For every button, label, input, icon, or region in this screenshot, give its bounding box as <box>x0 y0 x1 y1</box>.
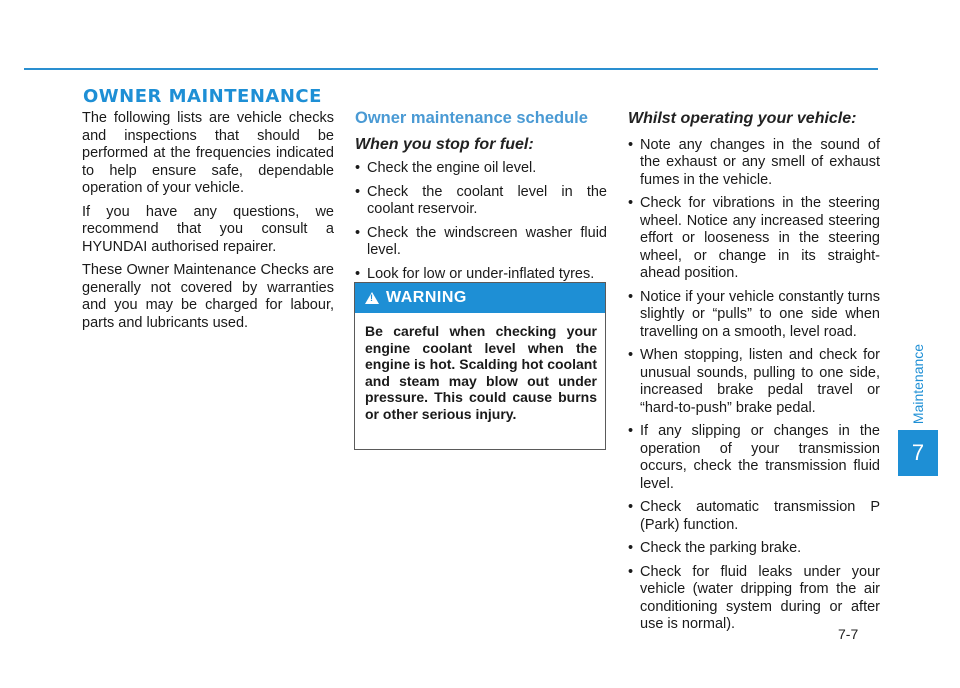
warning-box <box>354 282 606 450</box>
list-item: • Check automatic transmission P (Park) function. <box>628 499 880 534</box>
list-item: • If any slipping or changes in the operation of your transmission occurs, check the transmission fluid level. <box>628 423 880 493</box>
chapter-tab <box>898 430 938 476</box>
column-intro <box>82 110 334 338</box>
schedule-heading: Owner maintenance schedule <box>355 109 588 127</box>
list-item: • Notice if your vehicle constantly turns slightly or “pulls” to one side when travelling on a smooth, level road. <box>628 289 880 342</box>
list-item: • Check the windscreen washer fluid level. <box>355 225 607 260</box>
fuel-stop-list <box>355 160 607 283</box>
page-number: 7-7 <box>838 626 859 642</box>
operating-heading: Whilst operating your vehicle: <box>628 110 857 127</box>
chapter-number: 7 <box>911 440 925 465</box>
header-rule <box>24 68 878 70</box>
list-item: • Check the parking brake. <box>628 540 880 558</box>
side-label-text: Maintenance <box>910 343 927 425</box>
intro-paragraph: The following lists are vehicle checks and inspections that should be performed at the frequencies indicated to help ensure safe, dependable operation of your vehicle. <box>82 110 334 196</box>
list-item: • Note any changes in the sound of the exhaust or any smell of exhaust fumes in the vehicle. <box>628 137 880 190</box>
column-operating <box>628 110 880 640</box>
warning-title: WARNING <box>386 289 467 306</box>
list-item: • Check for vibrations in the steering wheel. Notice any increased steering effort or looseness in the steering wheel, or change in its straight-ahead position. <box>628 195 880 283</box>
side-section-label <box>898 344 938 424</box>
list-item: • Check the coolant level in the coolant reservoir. <box>355 184 607 219</box>
list-item: • Look for low or under-inflated tyres. <box>355 266 607 284</box>
intro-paragraph: These Owner Maintenance Checks are generally not covered by warranties and you may be charged for labour, parts and lubricants used. <box>82 262 334 331</box>
fuel-stop-heading: When you stop for fuel: <box>355 135 534 153</box>
list-item: • When stopping, listen and check for unusual sounds, pulling to one side, increased brake pedal travel or “hard-to-push” brake pedal. <box>628 347 880 417</box>
warning-header <box>355 283 605 313</box>
warning-triangle-icon <box>365 292 379 304</box>
intro-paragraph: If you have any questions, we recommend that you consult a HYUNDAI authorised repairer. <box>82 203 334 255</box>
column-fuel-stop <box>355 110 607 289</box>
list-item: • Check for fluid leaks under your vehicle (water dripping from the air conditioning system during or after use is normal). <box>628 564 880 634</box>
list-item: • Check the engine oil level. <box>355 160 607 178</box>
warning-text: Be careful when checking your engine coolant level when the engine is hot. Scalding hot coolant and steam may blow out under pressure. This could cause burns or other serious injury. <box>365 323 597 422</box>
operating-list <box>628 137 880 634</box>
section-title: OWNER MAINTENANCE <box>83 86 322 107</box>
